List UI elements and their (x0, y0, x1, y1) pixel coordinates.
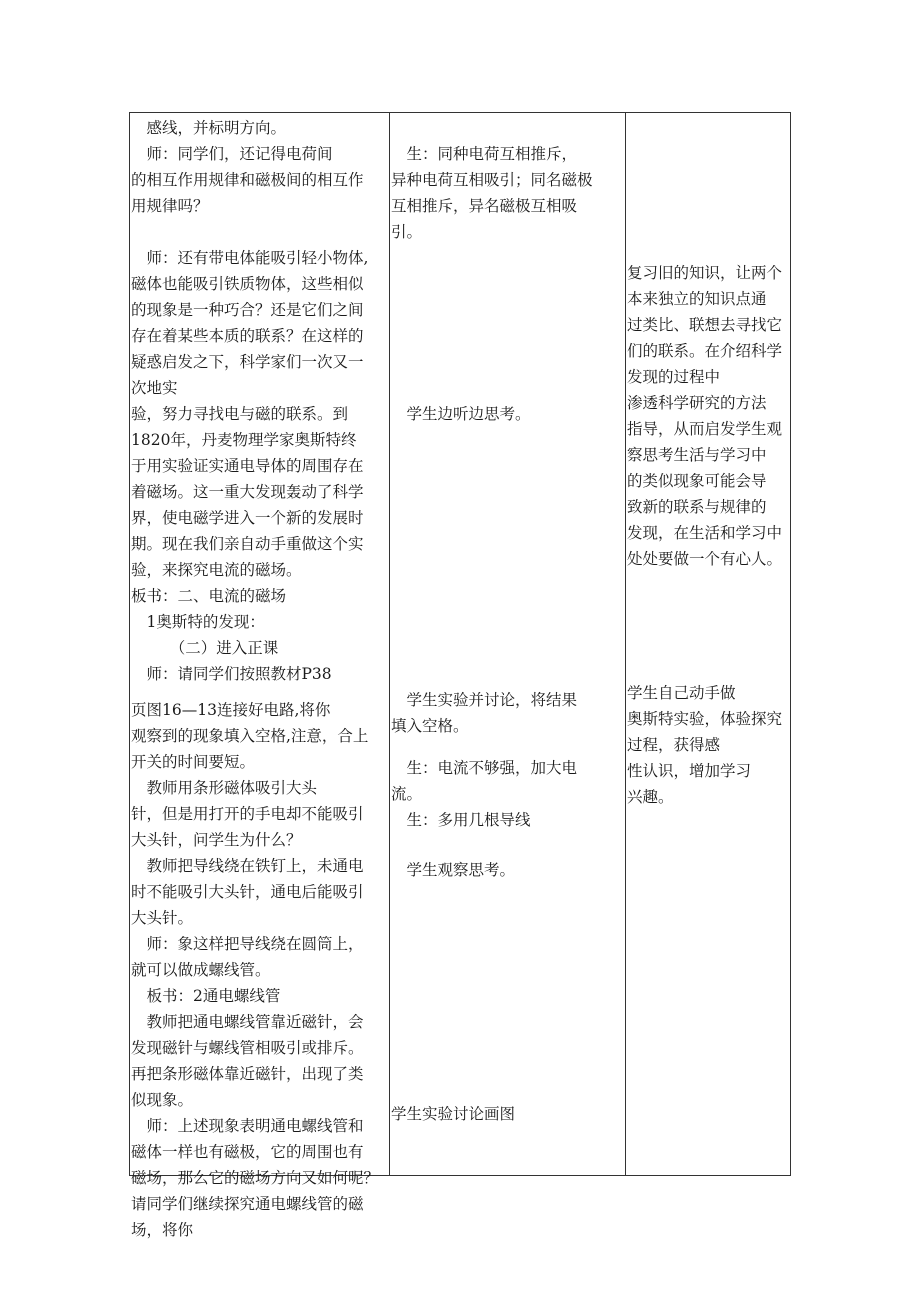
text-line: 学生实验讨论画图 (391, 1105, 516, 1123)
text-line: 致新的联系与规律的 (627, 498, 767, 516)
spacer (391, 739, 625, 755)
text-line: 似现象。 (131, 1091, 194, 1109)
text-line: 的相互作用规律和磁极间的相互作 (131, 171, 364, 189)
design-intent-column (627, 115, 789, 810)
spacer (391, 245, 625, 401)
spacer (391, 883, 625, 1101)
text-line: 异种电荷互相吸引；同名磁极 (391, 171, 593, 189)
text-line: 复习旧的知识，让两个 (627, 264, 783, 282)
text-line: 生：电流不够强，加大电 (391, 759, 578, 777)
spacer (627, 572, 789, 680)
text-line: 教师把通电螺线管靠近磁针，会 (131, 1013, 364, 1031)
text-line: 渗透科学研究的方法 (627, 394, 767, 412)
text-line: 就可以做成螺线管。 (131, 961, 271, 979)
text-line: 用规律吗？ (131, 197, 209, 215)
text-line: 磁体也能吸引铁质物体，这些相似 (131, 275, 364, 293)
text-line: 的类似现象可能会导 (627, 472, 767, 490)
text-line: 大头针。 (131, 909, 194, 927)
text-line: 页图16—13连接好电路,将你 (131, 701, 331, 719)
text-line: 填入空格。 (391, 717, 469, 735)
text-line: 磁体一样也有磁极，它的周围也有 (131, 1143, 364, 1161)
text-line: 发现的过程中 (627, 368, 721, 386)
text-line: 处处要做一个有心人。 (627, 550, 783, 568)
text-line: 界，使电磁学进入一个新的发展时 (131, 509, 364, 527)
text-line: 着磁场。这一重大发现轰动了科学 (131, 483, 364, 501)
text-line: 师：象这样把导线绕在圆筒上， (131, 935, 364, 953)
column-divider-1 (389, 112, 390, 1176)
text-line: 再把条形磁体靠近磁针，出现了类 (131, 1065, 364, 1083)
text-line: 师：还有带电体能吸引轻小物体, (131, 249, 369, 267)
text-line: 期。现在我们亲自动手重做这个实 (131, 535, 364, 553)
spacer (627, 115, 789, 260)
text-line: 开关的时间要短。 (131, 753, 256, 771)
student-activity-column (391, 115, 625, 1127)
text-line: 时不能吸引大头针，通电后能吸引 (131, 883, 364, 901)
text-line: 1奥斯特的发现： (131, 613, 265, 631)
text-line: 验，努力寻找电与磁的联系。到 (131, 405, 349, 423)
text-line: 请同学们继续探究通电螺线管的磁 (131, 1195, 364, 1213)
text-line: 本来独立的知识点通 (627, 290, 767, 308)
spacer (391, 833, 625, 857)
text-line: 观察到的现象填入空格,注意，合上 (131, 727, 369, 745)
text-line: 生：多用几根导线 (391, 811, 531, 829)
text-line: 师：请同学们按照教材P38 (131, 665, 332, 683)
text-line: 疑惑启发之下，科学家们一次又一 (131, 353, 364, 371)
text-line: 次地实 (131, 379, 178, 397)
text-line: 互相推斥，异名磁极互相吸 (391, 197, 578, 215)
column-divider-2 (625, 112, 626, 1176)
text-line: 学生边听边思考。 (391, 405, 531, 423)
text-line: 存在着某些本质的联系？在这样的 (131, 327, 364, 345)
text-line: 生：同种电荷互相推斥， (391, 145, 578, 163)
text-line: 学生实验并讨论，将结果 (391, 691, 578, 709)
text-line: 兴趣。 (627, 788, 674, 806)
spacer (391, 115, 625, 141)
spacer (131, 687, 389, 697)
text-line: 过类比、联想去寻找它 (627, 316, 783, 334)
text-line: 大头针，问学生为什么？ (131, 831, 302, 849)
text-line: 发现磁针与螺线管相吸引或排斥。 (131, 1039, 364, 1057)
text-line: 场，将你 (131, 1221, 194, 1239)
text-line: 师：同学们，还记得电荷间 (131, 145, 333, 163)
text-line: 师：上述现象表明通电螺线管和 (131, 1117, 364, 1135)
text-line: 板书：二、电流的磁场 (131, 587, 287, 605)
text-line: 发现，在生活和学习中 (627, 524, 783, 542)
spacer (391, 427, 625, 687)
text-line: 感线，并标明方向。 (131, 119, 287, 137)
text-line: 1820年，丹麦物理学家奥斯特终 (131, 431, 357, 449)
text-line: 教师用条形磁体吸引大头 (131, 779, 318, 797)
text-line: （二）进入正课 (131, 639, 279, 657)
text-line: 于用实验证实通电导体的周围存在 (131, 457, 364, 475)
text-line: 奥斯特实验，体验探究 (627, 710, 783, 728)
teacher-activity-column (131, 115, 389, 1243)
text-line: 教师把导线绕在铁钉上，未通电 (131, 857, 364, 875)
text-line: 板书：2通电螺线管 (131, 987, 281, 1005)
text-line: 过程，获得感 (627, 736, 721, 754)
text-line: 磁场，那么它的磁场方向又如何呢？ (131, 1169, 380, 1187)
text-line: 性认识，增加学习 (627, 762, 752, 780)
text-line: 学生自己动手做 (627, 684, 736, 702)
text-line: 指导，从而启发学生观 (627, 420, 783, 438)
text-line: 察思考生活与学习中 (627, 446, 767, 464)
text-line: 验，来探究电流的磁场。 (131, 561, 302, 579)
text-line: 引。 (391, 223, 423, 241)
text-line: 流。 (391, 785, 423, 803)
blank-line (131, 219, 389, 245)
text-line: 学生观察思考。 (391, 861, 516, 879)
text-line: 针，但是用打开的手电却不能吸引 (131, 805, 364, 823)
text-line: 们的联系。在介绍科学 (627, 342, 783, 360)
text-line: 的现象是一种巧合？还是它们之间 (131, 301, 364, 319)
